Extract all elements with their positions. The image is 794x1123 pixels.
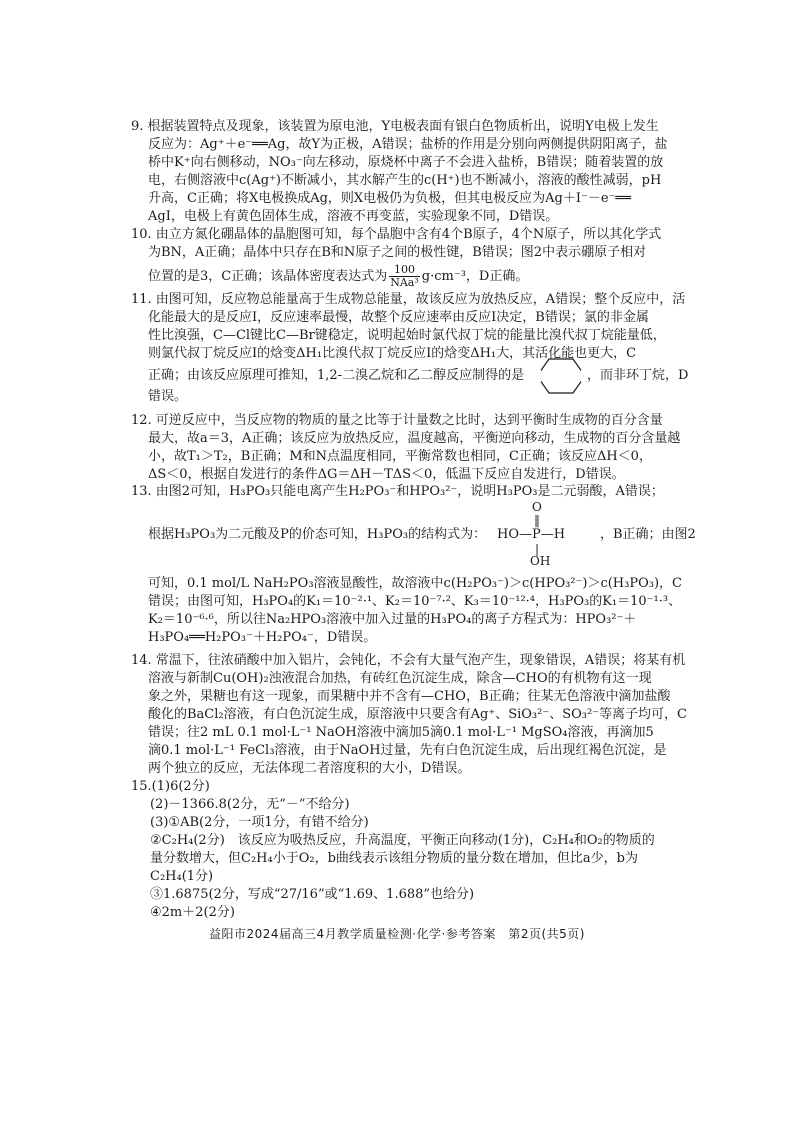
text-line: ，B正确；由图2 (600, 527, 696, 542)
text-line: ③1.6875(2分，写成“27/16”或“1.69、1.688”也给分) (150, 887, 475, 902)
text-line: 酸化的BaCl₂溶液，有白色沉淀生成，原溶液中只要含有Ag⁺、SiO₃²⁻、SO₃²⁻等离子均可，C (148, 707, 687, 722)
structure-double-bond: ‖ (534, 513, 540, 527)
text-line: 15.(1)6(2分) (131, 779, 210, 794)
text-line: 错误。 (148, 389, 188, 404)
text-line: 正确；由该反应原理可推知，1,2-二溴乙烷和乙二醇反应制得的是 (148, 368, 525, 383)
structure-main-row: HO—P—H (497, 527, 566, 542)
text-line: H₃PO₄══H₂PO₃⁻＋H₂PO₄⁻，D错误。 (148, 630, 377, 645)
text-line: 溶液与新制Cu(OH)₂浊液混合加热，有砖红色沉淀生成，除含—CHO的有机物有这一现 (148, 671, 652, 686)
text-line: 桥中K⁺向右侧移动，NO₃⁻向左移动，原烧杯中离子不会进入盐桥，B错误；随着装置的放 (148, 155, 664, 170)
text-line: 象之外，果糖也有这一现象，而果糖中并不含有—CHO，B正确；往某无色溶液中滴加盐酸 (148, 689, 671, 704)
structure-single-bond: | (535, 542, 540, 556)
text-line: 可知，0.1 mol/L NaH₂PO₃溶液显酸性，故溶液中c(H₂PO₃⁻)＞c(HPO₃²⁻)＞c(H₃PO₃)，C (148, 576, 682, 591)
text-line: 小，故T₁＞T₂，B正确；M和N点温度相同，平衡常数也相同，C正确；该反应ΔH＜0， (148, 449, 652, 464)
text-line: 13. 由图2可知，H₃PO₃只能电离产生H₂PO₃⁻和HPO₃²⁻，说明H₃PO₃是二元弱酸，A错误； (131, 484, 664, 499)
text-line: AgI，电极上有黄色固体生成，溶液不再变蓝，实验现象不同，D错误。 (148, 209, 559, 224)
text-line: 升高，C正确；将X电极换成Ag，则X电极仍为负极，但其电极反应为Ag＋I⁻－e⁻══ (148, 191, 632, 206)
text-line: 性比溴强，C—Cl键比C—Br键稳定，说明起始时氯代叔丁烷的能量比溴代叔丁烷能量低， (148, 328, 666, 343)
text-line: 化能最大的是反应Ⅰ，反应速率最慢，故整个反应速率由反应Ⅰ决定，B错误；氯的非金属 (148, 310, 649, 325)
text-line: 为BN，A正确；晶体中只存在B和N原子之间的极性键，B错误；图2中表示硼原子相对 (148, 245, 647, 260)
fraction-denominator: NAa³ (390, 276, 419, 289)
structure-o-top: O (532, 500, 542, 514)
text-line: ΔS＜0，根据自发进行的条件ΔG＝ΔH－TΔS＜0，低温下反应自发进行，D错误。 (148, 467, 625, 482)
text-line-with-fraction (148, 262, 528, 292)
text-line: ②C₂H₄(2分) 该反应为吸热反应，升高温度，平衡正向移动(1分)，C₂H₄和O₂的物质的 (150, 833, 655, 848)
text-line: 11. 由图可知，反应物总能量高于生成物总能量，故该反应为放热反应，A错误；整个反应中，活 (131, 292, 686, 307)
text-line: C₂H₄(1分) (150, 869, 214, 884)
text-line: 量分数增大，但C₂H₄小于O₂，b曲线表示该组分物质的量分数在增加，但比a少，b为 (150, 851, 638, 866)
structure-oh-bottom: OH (530, 554, 551, 568)
dioxane-ring-icon (535, 356, 587, 396)
text-line: 10. 由立方氮化硼晶体的晶胞图可知，每个晶胞中含有4个B原子，4个N原子，所以其化学式 (131, 227, 662, 242)
text-line: 最大，故a＝3，A正确；该反应为放热反应，温度越高，平衡逆向移动，生成物的百分含量越 (148, 431, 681, 446)
text-line: 12. 可逆反应中，当反应物的物质的量之比等于计量数之比时，达到平衡时生成物的百分含量 (131, 413, 663, 428)
text-span: g·cm⁻³，D正确。 (421, 269, 529, 284)
text-line: 9. 根据装置特点及现象，该装置为原电池，Y电极表面有银白色物质析出，说明Y电极上发生 (131, 119, 659, 134)
text-line: ，而非环丁烷，D (587, 368, 689, 383)
text-line: 两个独立的反应，无法体现二者溶度积的大小，D错误。 (148, 761, 471, 776)
density-fraction (389, 264, 420, 289)
text-line: 错误；往2 mL 0.1 mol·L⁻¹ NaOH溶液中滴加5滴0.1 mol·L⁻¹ MgSO₄溶液，再滴加5 (148, 725, 654, 740)
text-line: K₂＝10⁻⁶·⁶，所以往Na₂HPO₃溶液中加入过量的H₃PO₄的离子方程式为：HPO₃²⁻＋ (148, 612, 637, 627)
text-line: 14. 常温下，往浓硝酸中加入铝片，会钝化，不会有大量气泡产生，现象错误，A错误；将某有机 (131, 653, 686, 668)
fraction-numerator: 100 (389, 264, 420, 277)
text-line: 根据H₃PO₃为二元酸及P的价态可知，H₃PO₃的结构式为： (148, 527, 487, 542)
text-line: 反应为：Ag⁺＋e⁻══Ag，故Y为正极，A错误；盐桥的作用是分别向两侧提供阴阳离子，盐 (148, 137, 668, 152)
text-span: 位置的是3，C正确；该晶体密度表达式为 (148, 269, 388, 284)
text-line: 错误；由图可知，H₃PO₄的K₁＝10⁻²·¹、K₂＝10⁻⁷·²、K₃＝10⁻¹²·⁴，H₃PO₃的K₁＝10⁻¹·³、 (148, 594, 682, 609)
text-line: 电，右侧溶液中c(Ag⁺)不断减小，其水解产生的c(H⁺)也不断减小，溶液的酸性减弱，pH (148, 173, 662, 188)
text-line: 则氯代叔丁烷反应Ⅰ的焓变ΔH₁比溴代叔丁烷反应Ⅰ的焓变ΔH₁大，其活化能也更大，C (148, 346, 637, 361)
text-line: (2)－1366.8(2分，无“－”不给分) (150, 797, 350, 812)
page-footer: 益阳市2024届高三4月教学质量检测·化学·参考答案 第2页(共5页) (209, 927, 585, 941)
text-line: ④2m＋2(2分) (150, 905, 235, 920)
text-line: (3)①AB(2分，一项1分，有错不给分) (150, 815, 369, 830)
text-line: 滴0.1 mol·L⁻¹ FeCl₃溶液，由于NaOH过量，先有白色沉淀生成，后出现红褐色沉淀，是 (148, 743, 667, 758)
